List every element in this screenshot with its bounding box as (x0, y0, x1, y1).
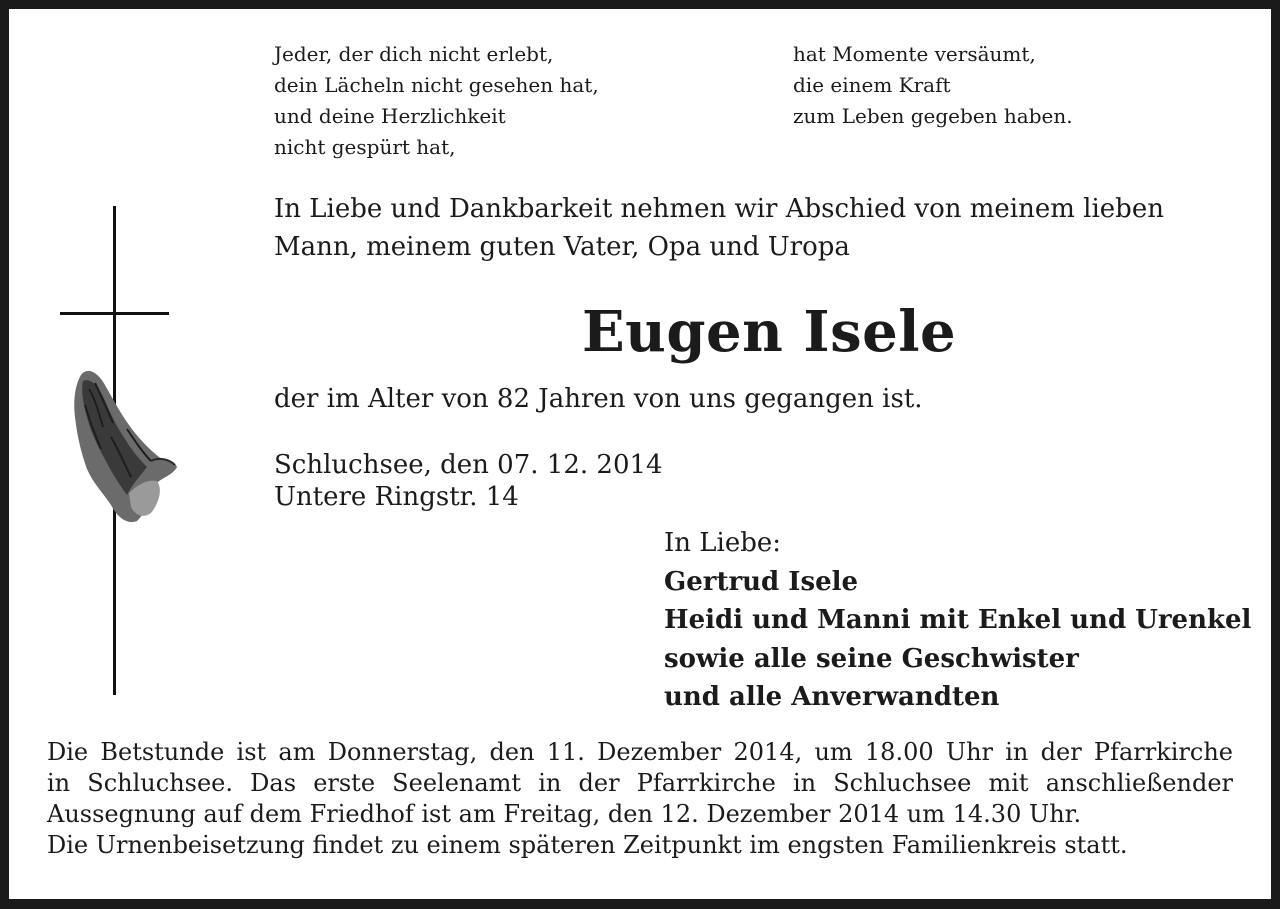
poem-line: hat Momente versäumt, (793, 42, 1036, 66)
intro-line: In Liebe und Dankbarkeit nehmen wir Abschied von meinem lieben (274, 194, 1164, 224)
mourner-name: Gertrud Isele (664, 566, 859, 597)
poem-line: und deine Herzlichkeit (274, 104, 506, 128)
poem-line: nicht gespürt hat, (274, 135, 456, 159)
address-line: Untere Ringstr. 14 (274, 482, 519, 512)
age-line: der im Alter von 82 Jahren von uns gegangen ist. (274, 384, 923, 414)
poem-line: zum Leben gegeben haben. (793, 104, 1073, 128)
cross-bar (60, 312, 169, 315)
mourner-name: sowie alle seine Geschwister (664, 643, 1079, 674)
poem-line: Jeder, der dich nicht erlebt, (274, 42, 554, 66)
praying-hands-icon (67, 365, 179, 525)
intro-text (274, 190, 1164, 266)
poem-right (793, 39, 1073, 132)
footer-line: in Schluchsee. Das erste Seelenamt in der Pfarrkirche in Schluchsee mit anschließender (47, 769, 1233, 797)
mourner-name: und alle Anverwandten (664, 682, 1000, 712)
place-date-line: Schluchsee, den 07. 12. 2014 (274, 450, 663, 480)
obituary-notice (9, 9, 1271, 899)
intro-line: Mann, meinem guten Vater, Opa und Uropa (274, 232, 850, 262)
mourners-heading: In Liebe: (664, 528, 782, 558)
poem-line: dein Lächeln nicht gesehen hat, (274, 73, 599, 97)
footer-line: Aussegnung auf dem Friedhof ist am Freitag, den 12. Dezember 2014 um 14.30 Uhr. (47, 800, 1082, 828)
deceased-name: Eugen Isele (582, 299, 957, 365)
place-date (274, 449, 663, 513)
poem-left (274, 39, 599, 163)
mourner-name: Heidi und Manni mit Enkel und Urenkel (664, 605, 1252, 635)
funeral-info (47, 737, 1233, 861)
mourners-block (664, 524, 1251, 717)
poem-line: die einem Kraft (793, 73, 951, 97)
footer-line: Die Urnenbeisetzung findet zu einem späteren Zeitpunkt im engsten Familienkreis statt. (47, 831, 1128, 859)
footer-line: Die Betstunde ist am Donnerstag, den 11. Dezember 2014, um 18.00 Uhr in der Pfarrkirche (47, 738, 1233, 766)
